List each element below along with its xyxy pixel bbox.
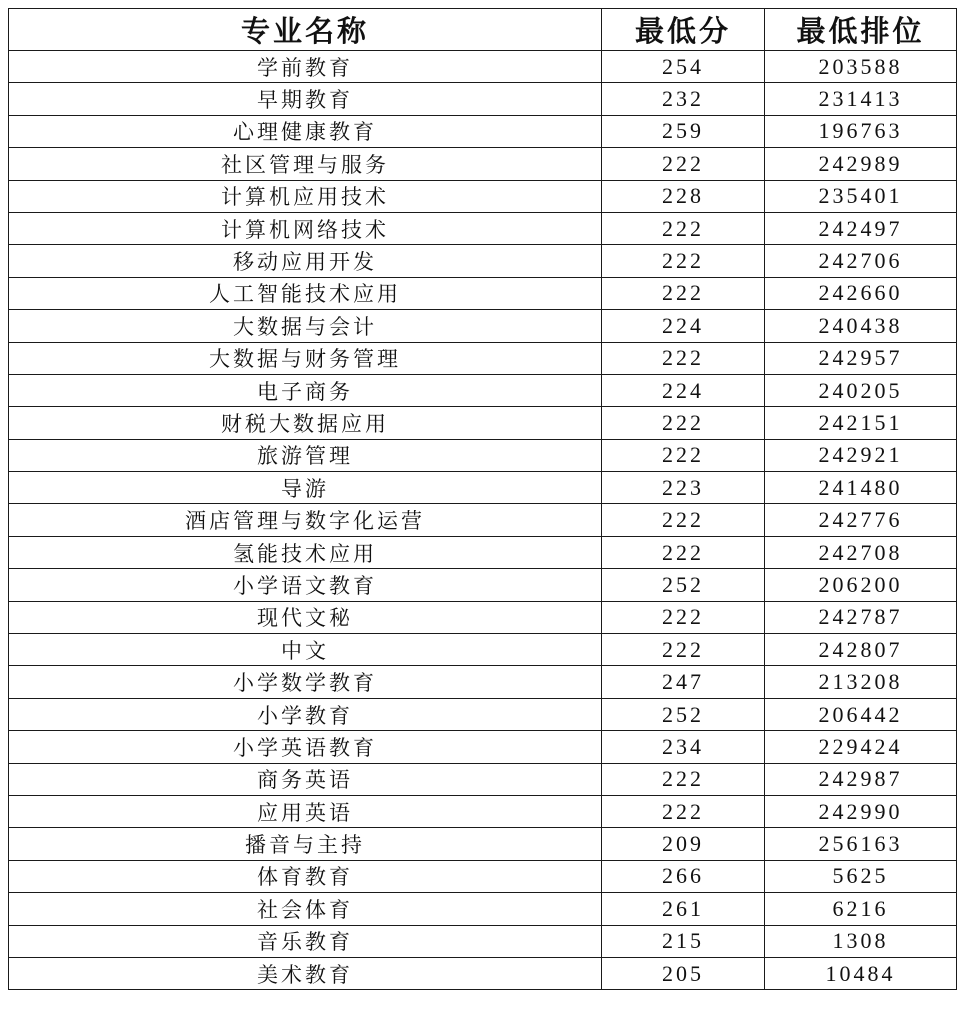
table-row [9,148,957,180]
major-name-cell: 计算机网络技术 [9,212,602,244]
min-score-cell: 266 [602,860,765,892]
header-row [9,9,957,51]
min-score-cell: 222 [602,634,765,666]
major-name-cell: 学前教育 [9,51,602,83]
min-score-cell: 222 [602,504,765,536]
major-name-cell: 小学数学教育 [9,666,602,698]
major-name-cell: 大数据与财务管理 [9,342,602,374]
admission-score-table [8,8,957,990]
min-rank-cell: 229424 [765,731,957,763]
major-name-cell: 小学教育 [9,698,602,730]
min-rank-cell: 196763 [765,115,957,147]
table-row [9,472,957,504]
min-score-cell: 228 [602,180,765,212]
min-score-cell: 222 [602,245,765,277]
min-score-cell: 252 [602,569,765,601]
min-score-cell: 205 [602,957,765,989]
table-row [9,893,957,925]
min-score-cell: 261 [602,893,765,925]
header-major-name: 专业名称 [9,9,602,51]
table-row [9,504,957,536]
table-row [9,212,957,244]
min-rank-cell: 240438 [765,310,957,342]
min-rank-cell: 242987 [765,763,957,795]
min-rank-cell: 242708 [765,536,957,568]
major-name-cell: 酒店管理与数字化运营 [9,504,602,536]
min-rank-cell: 242660 [765,277,957,309]
min-score-cell: 222 [602,148,765,180]
min-score-cell: 222 [602,342,765,374]
min-rank-cell: 242776 [765,504,957,536]
major-name-cell: 电子商务 [9,374,602,406]
min-score-cell: 222 [602,439,765,471]
table-row [9,957,957,989]
table-row [9,601,957,633]
major-name-cell: 中文 [9,634,602,666]
min-score-cell: 224 [602,374,765,406]
min-score-cell: 234 [602,731,765,763]
table-row [9,731,957,763]
min-score-cell: 224 [602,310,765,342]
table-row [9,310,957,342]
min-score-cell: 254 [602,51,765,83]
min-rank-cell: 203588 [765,51,957,83]
min-rank-cell: 242706 [765,245,957,277]
major-name-cell: 氢能技术应用 [9,536,602,568]
table-row [9,925,957,957]
table-row [9,342,957,374]
min-rank-cell: 242787 [765,601,957,633]
major-name-cell: 导游 [9,472,602,504]
min-score-cell: 252 [602,698,765,730]
table-row [9,634,957,666]
min-rank-cell: 213208 [765,666,957,698]
min-rank-cell: 1308 [765,925,957,957]
min-rank-cell: 242990 [765,795,957,827]
min-score-cell: 232 [602,83,765,115]
major-name-cell: 体育教育 [9,860,602,892]
table-row [9,439,957,471]
table-body [9,51,957,990]
min-score-cell: 222 [602,763,765,795]
min-score-cell: 247 [602,666,765,698]
min-rank-cell: 6216 [765,893,957,925]
major-name-cell: 应用英语 [9,795,602,827]
major-name-cell: 早期教育 [9,83,602,115]
header-min-score: 最低分 [602,9,765,51]
header-min-rank: 最低排位 [765,9,957,51]
major-name-cell: 社区管理与服务 [9,148,602,180]
major-name-cell: 移动应用开发 [9,245,602,277]
min-rank-cell: 240205 [765,374,957,406]
min-score-cell: 215 [602,925,765,957]
min-rank-cell: 241480 [765,472,957,504]
admission-score-sheet [8,8,956,990]
major-name-cell: 播音与主持 [9,828,602,860]
table-row [9,666,957,698]
table-row [9,374,957,406]
min-score-cell: 223 [602,472,765,504]
table-row [9,763,957,795]
major-name-cell: 旅游管理 [9,439,602,471]
min-score-cell: 222 [602,212,765,244]
min-rank-cell: 242151 [765,407,957,439]
min-score-cell: 259 [602,115,765,147]
major-name-cell: 商务英语 [9,763,602,795]
major-name-cell: 大数据与会计 [9,310,602,342]
min-score-cell: 222 [602,795,765,827]
major-name-cell: 心理健康教育 [9,115,602,147]
table-row [9,795,957,827]
major-name-cell: 小学英语教育 [9,731,602,763]
min-rank-cell: 235401 [765,180,957,212]
major-name-cell: 财税大数据应用 [9,407,602,439]
table-row [9,83,957,115]
min-rank-cell: 206200 [765,569,957,601]
min-rank-cell: 242807 [765,634,957,666]
major-name-cell: 音乐教育 [9,925,602,957]
major-name-cell: 计算机应用技术 [9,180,602,212]
table-row [9,245,957,277]
min-rank-cell: 5625 [765,860,957,892]
table-row [9,860,957,892]
min-rank-cell: 242957 [765,342,957,374]
major-name-cell: 社会体育 [9,893,602,925]
min-score-cell: 222 [602,407,765,439]
min-score-cell: 222 [602,277,765,309]
table-header [9,9,957,51]
min-score-cell: 209 [602,828,765,860]
min-rank-cell: 242989 [765,148,957,180]
major-name-cell: 人工智能技术应用 [9,277,602,309]
min-score-cell: 222 [602,601,765,633]
table-row [9,569,957,601]
table-row [9,536,957,568]
min-score-cell: 222 [602,536,765,568]
min-rank-cell: 242497 [765,212,957,244]
table-row [9,407,957,439]
min-rank-cell: 10484 [765,957,957,989]
table-row [9,180,957,212]
table-row [9,828,957,860]
table-row [9,277,957,309]
major-name-cell: 美术教育 [9,957,602,989]
table-row [9,115,957,147]
major-name-cell: 现代文秘 [9,601,602,633]
major-name-cell: 小学语文教育 [9,569,602,601]
table-row [9,51,957,83]
min-rank-cell: 256163 [765,828,957,860]
table-row [9,698,957,730]
min-rank-cell: 242921 [765,439,957,471]
min-rank-cell: 206442 [765,698,957,730]
min-rank-cell: 231413 [765,83,957,115]
